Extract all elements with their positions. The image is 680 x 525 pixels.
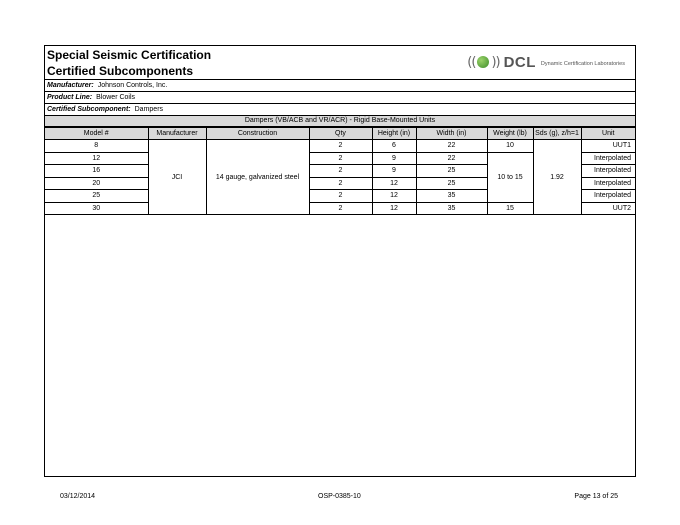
cell-qty: 2 bbox=[309, 140, 372, 153]
col-header-width: Width (in) bbox=[416, 128, 487, 140]
cell-model: 8 bbox=[45, 140, 148, 153]
cell-manufacturer: JCI bbox=[148, 140, 206, 215]
logo-brand: DCL bbox=[503, 53, 536, 71]
cell-width: 25 bbox=[416, 177, 487, 190]
dcl-logo bbox=[467, 52, 625, 72]
cell-qty: 2 bbox=[309, 165, 372, 178]
subcomponent-label: Certified Subcomponent: bbox=[47, 106, 131, 113]
cell-height: 12 bbox=[372, 190, 416, 203]
footer-doc-number: OSP-0385-10 bbox=[318, 493, 361, 500]
cell-qty: 2 bbox=[309, 152, 372, 165]
table-section-title: Dampers (VB/ACB and VR/ACR) - Rigid Base-Mounted Units bbox=[45, 116, 635, 127]
cell-unit: Interpolated bbox=[581, 190, 635, 203]
manufacturer-row bbox=[45, 80, 635, 92]
logo-tagline: Dynamic Certification Laboratories bbox=[540, 60, 625, 67]
dampers-table bbox=[45, 127, 635, 215]
cell-unit: Interpolated bbox=[581, 165, 635, 178]
cell-unit: Interpolated bbox=[581, 152, 635, 165]
cell-sds: 1.92 bbox=[533, 140, 581, 215]
col-header-model: Model # bbox=[45, 128, 148, 140]
cell-height: 12 bbox=[372, 202, 416, 215]
footer-date: 03/12/2014 bbox=[60, 493, 96, 500]
cell-weight: 10 bbox=[487, 140, 533, 153]
logo-waves-left-icon: (( bbox=[467, 54, 476, 70]
cell-model: 12 bbox=[45, 152, 148, 165]
table-row bbox=[45, 140, 635, 153]
footer-page-number: Page 13 of 25 bbox=[574, 493, 618, 500]
cell-model: 16 bbox=[45, 165, 148, 178]
cell-height: 6 bbox=[372, 140, 416, 153]
cell-width: 35 bbox=[416, 202, 487, 215]
document-frame bbox=[44, 45, 636, 477]
cell-qty: 2 bbox=[309, 177, 372, 190]
col-header-weight: Weight (lb) bbox=[487, 128, 533, 140]
cell-qty: 2 bbox=[309, 190, 372, 203]
cell-width: 35 bbox=[416, 190, 487, 203]
col-header-construction: Construction bbox=[206, 128, 309, 140]
cell-weight: 15 bbox=[487, 202, 533, 215]
page-subtitle: Certified Subcomponents bbox=[47, 64, 194, 78]
cell-qty: 2 bbox=[309, 202, 372, 215]
col-header-qty: Qty bbox=[309, 128, 372, 140]
subcomponent-value: Dampers bbox=[134, 106, 164, 113]
cell-height: 9 bbox=[372, 152, 416, 165]
cell-unit: Interpolated bbox=[581, 177, 635, 190]
cell-weight-range: 10 to 15 bbox=[487, 152, 533, 202]
col-header-height: Height (in) bbox=[372, 128, 416, 140]
product-line-row bbox=[45, 92, 635, 104]
cell-unit: UUT1 bbox=[581, 140, 635, 153]
manufacturer-label: Manufacturer: bbox=[47, 82, 94, 89]
col-header-manufacturer: Manufacturer bbox=[148, 128, 206, 140]
document-header bbox=[45, 46, 635, 80]
cell-model: 30 bbox=[45, 202, 148, 215]
cell-construction: 14 gauge, galvanized steel bbox=[206, 140, 309, 215]
page-title: Special Seismic Certification bbox=[47, 48, 212, 62]
cell-width: 25 bbox=[416, 165, 487, 178]
product-line-value: Blower Coils bbox=[96, 94, 136, 101]
cell-width: 22 bbox=[416, 140, 487, 153]
col-header-sds: Sds (g), z/h=1 bbox=[533, 128, 581, 140]
cell-unit: UUT2 bbox=[581, 202, 635, 215]
subcomponent-row bbox=[45, 104, 635, 116]
cell-height: 9 bbox=[372, 165, 416, 178]
cell-model: 20 bbox=[45, 177, 148, 190]
cell-height: 12 bbox=[372, 177, 416, 190]
col-header-unit: Unit bbox=[581, 128, 635, 140]
cell-model: 25 bbox=[45, 190, 148, 203]
product-line-label: Product Line: bbox=[47, 94, 93, 101]
logo-waves-right-icon: )) bbox=[491, 54, 500, 70]
logo-dot-icon bbox=[477, 56, 489, 68]
manufacturer-value: Johnson Controls, Inc. bbox=[97, 82, 168, 89]
cell-width: 22 bbox=[416, 152, 487, 165]
table-header-row bbox=[45, 128, 635, 140]
